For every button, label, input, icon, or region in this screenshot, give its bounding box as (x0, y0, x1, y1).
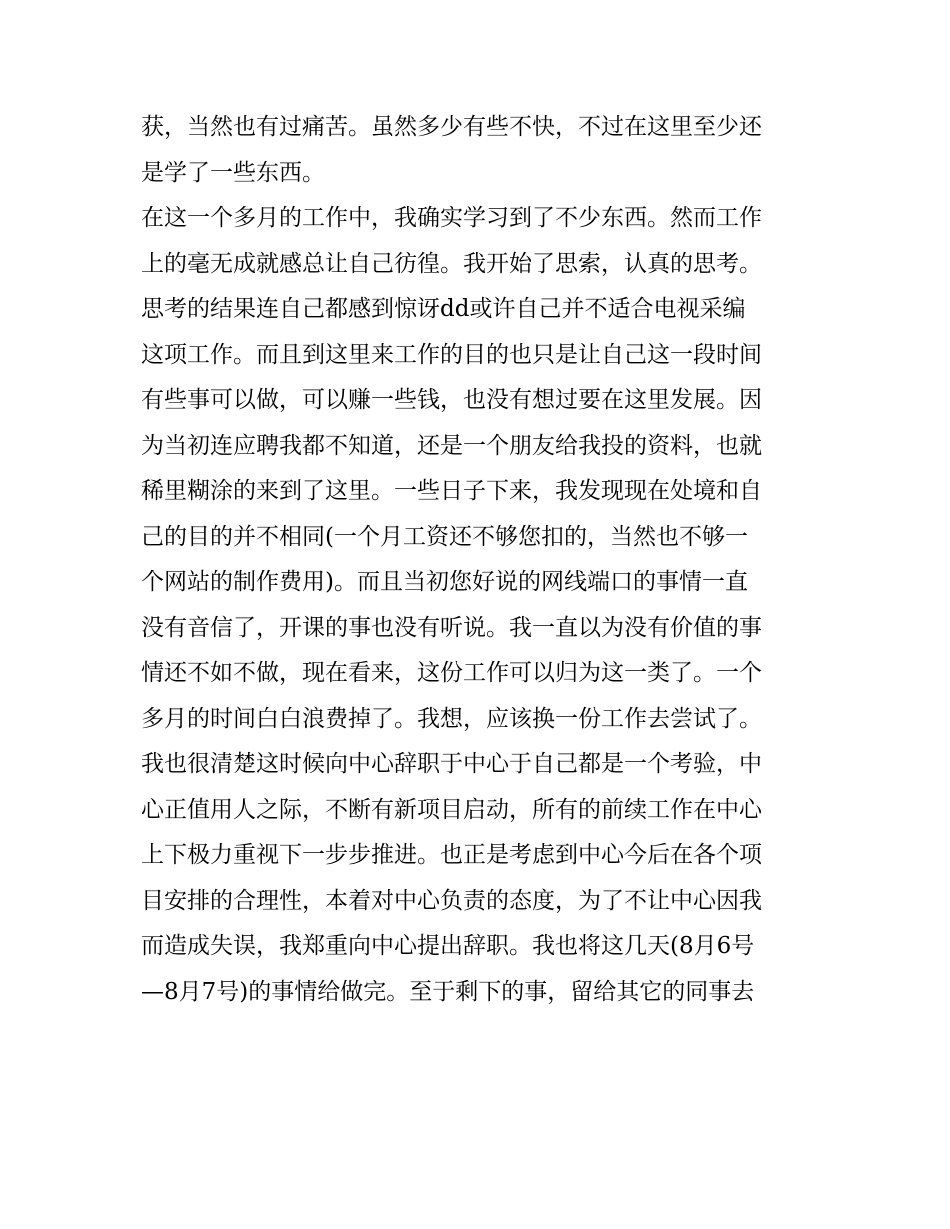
text-line: 我也很清楚这时候向中心辞职于中心于自己都是一个考验，中 (141, 751, 762, 777)
text-line: 这项工作。而且到这里来工作的目的也只是让自己这一段时间 (141, 341, 762, 368)
text-line: 有些事可以做，可以赚一些钱，也没有想过要在这里发展。因 (141, 387, 762, 413)
text-line: 在这一个多月的工作中，我确实学习到了不少东西。然而工作 (141, 205, 762, 231)
text-line: 多月的时间白白浪费掉了。我想，应该换一份工作去尝试了。 (141, 705, 762, 732)
text-line: 上下极力重视下一步步推进。也正是考虑到中心今后在各个项 (141, 842, 762, 868)
text-line: 为当初连应聘我都不知道，还是一个朋友给我投的资料，也就 (141, 432, 762, 459)
text-line: 而造成失误，我郑重向中心提出辞职。我也将这几天(8月6号 (141, 933, 755, 959)
text-line: 思考的结果连自己都感到惊讶dd或许自己并不适合电视采编 (141, 296, 746, 322)
text-line: 是学了一些东西。 (141, 159, 325, 186)
text-line: 获，当然也有过痛苦。虽然多少有些不快，不过在这里至少还 (141, 114, 762, 140)
text-line: 情还不如不做，现在看来，这份工作可以归为这一类了。一个 (141, 660, 762, 686)
text-line: 目安排的合理性，本着对中心负责的态度，为了不让中心因我 (141, 887, 762, 914)
text-line: 上的毫无成就感总让自己彷徨。我开始了思索，认真的思考。 (141, 250, 762, 277)
text-line: —8月7号)的事情给做完。至于剩下的事，留给其它的同事去 (141, 978, 755, 1005)
body-text (141, 105, 811, 1015)
text-line: 个网站的制作费用)。而且当初您好说的网线端口的事情一直 (141, 569, 748, 595)
text-line: 己的目的并不相同(一个月工资还不够您扣的，当然也不够一 (141, 523, 748, 550)
text-line: 心正值用人之际，不断有新项目启动，所有的前续工作在中心 (141, 796, 762, 823)
text-line: 没有音信了，开课的事也没有听说。我一直以为没有价值的事 (141, 614, 762, 641)
text-line: 稀里糊涂的来到了这里。一些日子下来，我发现现在处境和自 (141, 478, 762, 504)
